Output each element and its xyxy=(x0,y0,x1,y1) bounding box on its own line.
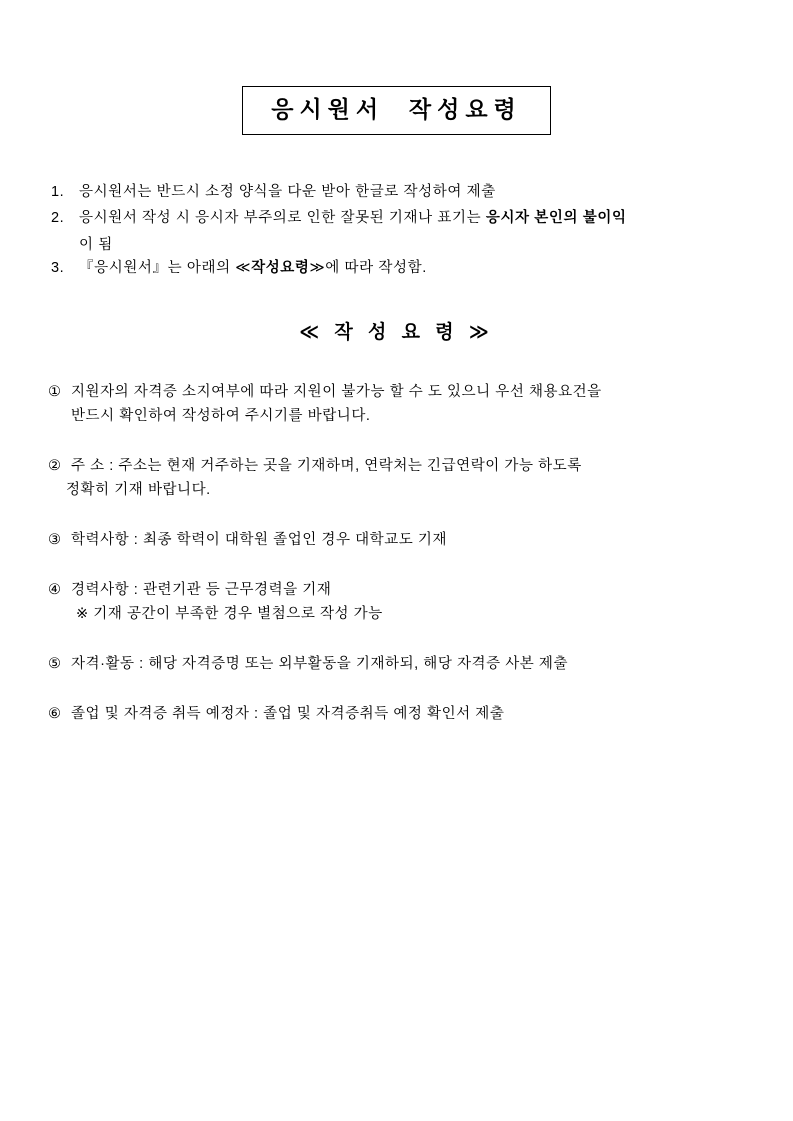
intro-item-2-text-normal: 응시원서 작성 시 응시자 부주의로 인한 잘못된 기재나 표기는 xyxy=(79,210,486,227)
intro-item-1-number: 1. xyxy=(51,184,65,200)
list-item xyxy=(48,380,745,428)
guideline-item-6-line1: 졸업 및 자격증 취득 예정자 : 졸업 및 자격증취득 예정 확인서 제출 xyxy=(71,706,505,723)
intro-item-2-text xyxy=(79,207,745,230)
intro-item-1-text: 응시원서는 반드시 소정 양식을 다운 받아 한글로 작성하여 제출 xyxy=(79,184,496,200)
guideline-list xyxy=(48,380,745,727)
guideline-item-5-line1: 자격·활동 : 해당 자격증명 또는 외부활동을 기재하되, 해당 자격증 사본 제출 xyxy=(71,656,569,673)
guideline-item-6-marker: ⑥ xyxy=(48,706,62,723)
guideline-item-1-line2: 반드시 확인하여 작성하여 주시기를 바랍니다. xyxy=(71,408,371,424)
guideline-item-5-marker: ⑤ xyxy=(48,656,62,673)
guideline-item-4-marker: ④ xyxy=(48,582,62,599)
intro-item-3-number: 3. xyxy=(51,260,65,277)
guideline-item-4-line1: 경력사항 : 관련기관 등 근무경력을 기재 xyxy=(71,582,332,599)
title-container xyxy=(48,0,745,135)
guideline-item-3-line1: 학력사항 : 최종 학력이 대학원 졸업인 경우 대학교도 기재 xyxy=(71,532,448,549)
guideline-item-2 xyxy=(48,454,745,478)
intro-list xyxy=(48,181,745,281)
list-item xyxy=(48,454,745,502)
guideline-item-4 xyxy=(48,578,745,602)
guideline-item-4-note: ※ 기재 공간이 부족한 경우 별첨으로 작성 가능 xyxy=(76,606,383,623)
list-item xyxy=(48,578,745,626)
guideline-item-3-marker: ③ xyxy=(48,532,62,549)
intro-item-2-continuation: 이 됨 xyxy=(79,236,113,253)
page-title: 응시원서 작성요령 xyxy=(271,96,522,122)
intro-item-3-text-after: ≫에 따라 작성함. xyxy=(309,260,427,277)
guideline-item-1-marker: ① xyxy=(48,383,62,400)
guideline-item-3 xyxy=(48,528,745,552)
intro-item-2 xyxy=(51,207,745,230)
section-heading: ≪ 작 성 요 령 ≫ xyxy=(299,321,494,343)
intro-item-2-number: 2. xyxy=(51,210,65,227)
intro-item-3 xyxy=(51,257,745,280)
intro-item-3-text-bold: 작성요령 xyxy=(251,260,310,277)
guideline-item-1 xyxy=(48,380,745,404)
intro-item-2-text-bold: 응시자 본인의 불이익 xyxy=(485,210,627,227)
guideline-item-5 xyxy=(48,652,745,676)
intro-item-3-text-before: 『응시원서』는 아래의 ≪ xyxy=(79,260,252,277)
list-item xyxy=(48,528,745,552)
list-item xyxy=(48,652,745,676)
guideline-item-6 xyxy=(48,702,745,726)
guideline-item-2-line1: 주 소 : 주소는 현재 거주하는 곳을 기재하며, 연락처는 긴급연락이 가능 하도록 xyxy=(71,458,582,475)
intro-item-1 xyxy=(51,181,745,204)
list-item xyxy=(48,702,745,726)
title-box xyxy=(242,86,551,135)
guideline-item-1-line1: 지원자의 자격증 소지여부에 따라 지원이 불가능 할 수 도 있으니 우선 채용요건을 xyxy=(71,383,602,400)
guideline-item-2-marker: ② xyxy=(48,458,62,475)
guideline-item-2-line2: 정확히 기재 바랍니다. xyxy=(66,482,211,499)
intro-item-3-text xyxy=(79,257,745,280)
